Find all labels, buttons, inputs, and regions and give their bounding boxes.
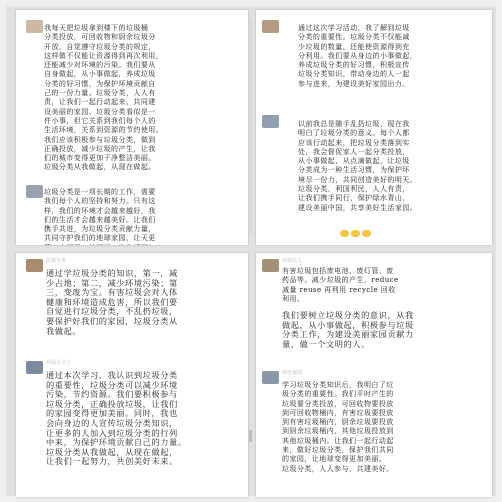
post-line: 垃圾分类，正确投放垃圾，让我们 [46, 399, 178, 409]
post-line: 利用。 [282, 294, 305, 303]
post-line: 健康和环境造成危害，所以我们要 [46, 297, 178, 307]
post-line: 垃圾要分类投放，可回收物要投放 [282, 399, 394, 408]
post-line: 责，让我们一起行动起来，共同建 [44, 98, 156, 107]
post-line: 我每天把垃圾拿到楼下的垃圾桶 [44, 24, 149, 32]
post-line: 要保护好我们的家园，垃圾分类从 [46, 316, 178, 326]
post-line: 境尽一份力，共同创造美好的明天。 [298, 175, 418, 184]
post-line: 通过学垃圾分类的知识，第一，减 [46, 269, 178, 278]
post-line: 三，变废为宝。有害垃圾会对人体 [46, 288, 178, 298]
emoji-icon [340, 230, 349, 237]
post-line: 到可回收物桶内，有害垃圾要投放 [282, 408, 394, 417]
post-line: 们的生活才会越来越美好。让我们 [44, 215, 156, 224]
post-line: 分类工作，为建设美丽家园贡献力 [282, 330, 414, 340]
post-line: 做起，从小事做起，积极参与垃圾 [282, 320, 414, 330]
post-line: 分利用。我们要从身边的小事做起， [298, 51, 418, 60]
post-line: 通过这次学习活动，我了解到垃圾 [298, 24, 410, 32]
post-line: 自觉进行垃圾分类，不乱扔垃圾， [46, 307, 178, 317]
post-panel-top-left [16, 10, 248, 245]
post-line: 养成垃圾分类的好习惯，积极宣传 [298, 61, 410, 70]
post-line: 让我们一起努力，共创美好未来。 [46, 457, 178, 467]
post-line: 正确投放，减少垃圾的产生，让我 [44, 144, 156, 153]
post-line: 分类的好习惯，为保护环境贡献自 [44, 79, 156, 88]
post-line: 开放，自觉遵守垃圾分类的规定， [44, 42, 156, 51]
post-line: 分类投放，可回收物和厨余垃圾分 [44, 33, 156, 42]
user-avatar [262, 20, 279, 33]
post-text [46, 371, 242, 467]
post-line: 垃圾分类从我做起，从现在做起。 [44, 163, 156, 172]
user-avatar [26, 185, 43, 198]
post-panel-bottom-right [256, 253, 492, 497]
post-text [282, 311, 486, 349]
post-line: 圾分类的重要性。我们平时产生的 [282, 390, 394, 399]
post-line: 其他垃圾桶内。让我们一起行动起 [282, 436, 394, 445]
post-line [44, 244, 240, 245]
post-line: 我们要树立垃圾分类的意识，从我 [282, 311, 414, 320]
post-text [282, 381, 486, 474]
user-avatar [262, 259, 279, 272]
post-line: 污染，节约资源。我们要积极参与 [46, 390, 178, 400]
post-text [44, 188, 240, 245]
user-avatar [26, 259, 43, 272]
scrollbar[interactable] [249, 20, 252, 235]
post-line: 参与进来，为建设美好家园出力。 [298, 79, 410, 88]
post-line: 到有害垃圾桶内，厨余垃圾要投放 [282, 418, 394, 427]
post-line: 携手共进，为垃圾分类贡献力量， [44, 225, 156, 234]
post-text [44, 24, 240, 173]
emoji-row [340, 230, 373, 239]
post-line: 从小事做起，从点滴做起，让垃圾 [298, 157, 410, 166]
post-line: 还能减少对环境的污染。我们要从 [44, 61, 156, 70]
post-line: 垃圾分类知识，带动身边的人一起 [298, 70, 410, 79]
post-line: 这样做不仅能让资源得到再次利用， [44, 51, 164, 60]
post-line: 建设美丽中国，共享美好生活家园。 [298, 203, 418, 212]
emoji-icon [362, 230, 371, 237]
post-line: 来，做好垃圾分类，保护我们共同 [282, 446, 394, 455]
post-line: 样，我们的环境才会越来越好，我 [44, 206, 156, 215]
post-line: 件小事，但它关系到我们每个人的 [44, 116, 156, 125]
post-line: 学习垃圾分类知识后，我明白了垃 [282, 381, 394, 389]
post-line: 垃圾分类，人人参与，共建美好。 [282, 464, 394, 473]
user-avatar [262, 371, 279, 384]
post-line: 的家园，让地球变得更加美丽。 [282, 455, 387, 464]
post-line: 有害垃圾包括废电池、废灯管、废 [282, 267, 394, 275]
post-line: 垃圾分类，利国利民，人人有责， [298, 185, 410, 194]
post-line: 我们每个人的坚持和努力。只有这 [44, 197, 156, 206]
post-line: 减量 reuse 再利用 recycle 回收 [282, 285, 396, 294]
user-avatar [26, 20, 43, 33]
post-line: 通过本次学习，我认识到垃圾分类 [46, 371, 178, 380]
emoji-icon [351, 230, 360, 237]
post-line: 垃圾分类是一项长期的工作，需要 [44, 188, 156, 196]
post-line: 们的城市变得更加干净整洁美丽。 [44, 154, 156, 163]
user-avatar [26, 361, 43, 374]
post-line: 自身做起，从小事做起，养成垃圾 [44, 70, 156, 79]
user-name: 环保达人 [282, 258, 303, 264]
post-line: 中来，为保护环境贡献自己的力量。 [46, 438, 187, 448]
post-line: 处，我会督促家人一起分类投放， [298, 147, 410, 156]
post-text [46, 269, 242, 336]
post-line: 的家园变得更加美丽。同时，我也 [46, 409, 178, 419]
post-panel-bottom-left [16, 253, 248, 497]
post-line: 明白了垃圾分类的意义。每个人都 [298, 129, 410, 138]
user-avatar [262, 115, 279, 128]
post-line: 垃圾分类从我做起，从现在做起， [46, 447, 178, 457]
user-name: 垃圾分类 [46, 258, 67, 264]
post-line: 己的一份力量。垃圾分类，人人有 [44, 89, 156, 98]
post-text [282, 267, 486, 304]
post-line: 以前我总是随手乱扔垃圾，现在我 [298, 120, 410, 128]
post-line: 药品等。减少垃圾的产生，reduce [282, 276, 399, 285]
user-name: 绿色家园 [282, 370, 303, 376]
post-line: 量，做一个文明的人。 [282, 339, 370, 349]
post-line: 我们应该积极参与垃圾分类，做到 [44, 135, 156, 144]
post-line: 生活环境，关系到资源的节约使用。 [44, 126, 164, 135]
post-line: 少垃圾的数量，还能使资源得到充 [298, 42, 410, 51]
post-line: 分类的重要性。垃圾分类不仅能减 [298, 33, 410, 42]
post-line: 会向身边的人宣传垃圾分类知识， [46, 418, 178, 428]
post-line: 到厨余垃圾桶内，其他垃圾投放到 [282, 427, 394, 436]
post-line: 分类成为一种生活习惯，为保护环 [298, 166, 410, 175]
post-text [298, 120, 486, 213]
post-line: 让更多的人加入到垃圾分类的行列 [46, 428, 178, 438]
post-line: 让我们携手同行，保护绿水青山， [298, 194, 410, 203]
post-line: 应该行动起来，把垃圾分类落到实 [298, 138, 410, 147]
divider [249, 430, 252, 442]
post-line: 少占地；第二，减少环境污染；第 [46, 278, 178, 288]
post-line: 我做起。 [46, 326, 82, 336]
post-line: 共同守护我们的地球家园，让天更 [44, 234, 156, 243]
post-line: 设美丽的家园。垃圾分类看似是一 [44, 107, 156, 116]
post-line: 的重要性，垃圾分类可以减少环境 [46, 380, 178, 390]
user-name: 环保小卫士 [46, 360, 72, 366]
post-text [298, 24, 486, 89]
post-panel-top-right [256, 10, 492, 245]
